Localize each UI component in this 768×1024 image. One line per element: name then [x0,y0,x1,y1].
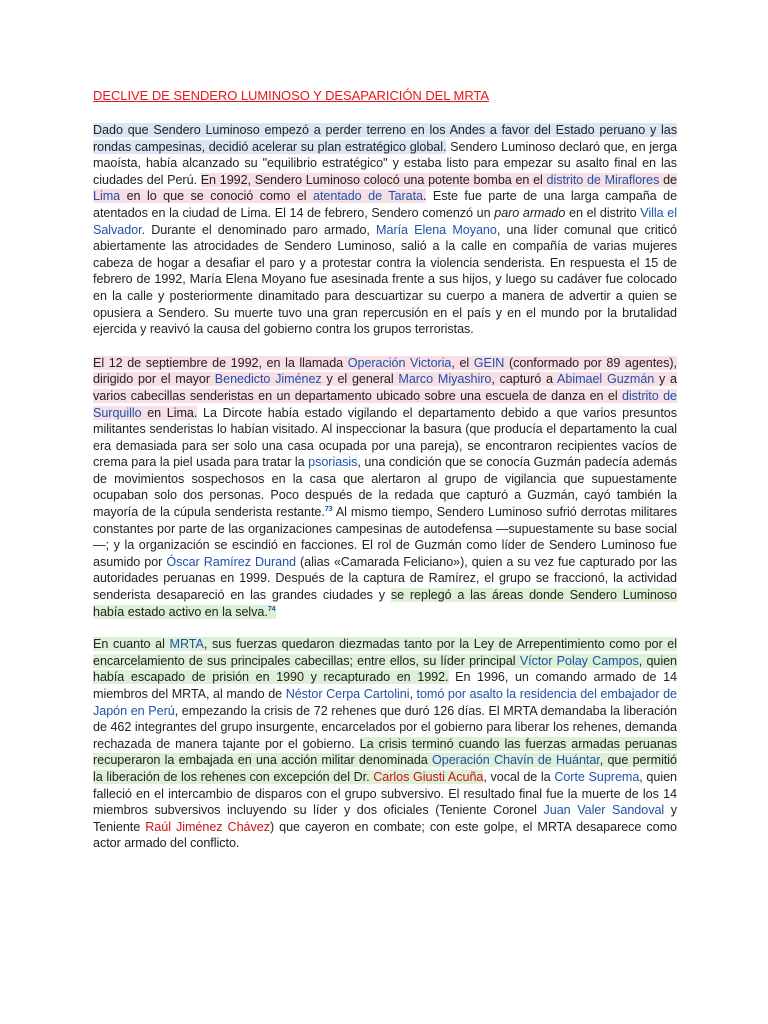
text-run: y Teniente [93,803,677,834]
text-run: y a varios cabecillas senderistas en un departamento ubicado sobre una escuela de danza en el [93,372,677,403]
text-run: Este fue parte de una larga campaña de atentados en la ciudad de Lima. El 14 de febrero, Sendero comenzó un [93,189,678,220]
text-run: , que permitió la liberación de los rehenes con excepción del Dr. [93,753,677,784]
wiki-link[interactable]: tomó por asalto la residencia del embajador de Japón en Perú [93,687,677,718]
highlight-pink [659,173,677,187]
highlight-pink [491,372,557,386]
wiki-link[interactable]: MRTA [169,637,204,652]
highlight-pink [93,189,120,203]
footnote-ref[interactable]: 74 [267,605,276,613]
text-run: , quien falleció en el intercambio de disparos con el grupo subversivo. El resultado final fue la muerte de los 14 miembros subversivos incluyendo su líder y dos oficiales (Teniente Coronel [93,769,677,818]
wiki-link[interactable]: Benedicto Jiménez [214,372,322,387]
text-run: , el [451,355,474,370]
paragraph-guzman-capture [93,355,677,621]
highlight-pink [142,406,198,420]
highlight-green [170,637,204,651]
wiki-link[interactable]: Operación Chavín de Huántar [432,753,600,768]
text-run: Dado que Sendero Luminoso empezó a perder terreno en los Andes a favor del Estado peruano y las rondas campesinas, decidió acelerar su plan estratégico global. [93,123,677,154]
wiki-link[interactable]: atentado de Tarata [313,189,423,204]
highlight-green [373,770,483,784]
highlight-pink [557,372,654,386]
wiki-link[interactable]: Marco Miyashiro [398,372,492,387]
text-run: , sus fuerzas quedaron diezmadas tanto por la Ley de Arrepentimiento como por el encarcelamiento de sus principales cabecillas; entre ellos, su líder principal [93,637,677,668]
wiki-link[interactable]: Lima [93,189,121,204]
text-run: En 1996, un comando armado de 14 miembros del MRTA, al mando de [93,670,677,701]
wiki-link[interactable]: Corte Suprema [554,769,640,784]
missing-link[interactable]: Carlos Giusti Acuña [373,769,484,784]
highlight-pink [398,372,491,386]
text-run: (conformado por 89 agentes), dirigido por el mayor [93,355,677,387]
highlight-pink [201,173,547,187]
text-run: , vocal de la [483,769,555,784]
wiki-link[interactable]: GEIN [473,355,505,370]
highlight-green [268,605,276,619]
highlight-pink [322,372,399,386]
text-run: , una líder comunal que criticó abiertamente las atrocidades de Sendero Luminoso, salió a la calle en compañía de varias mujeres cabeza de hogar a desafiar el paro y a protestar contra la violencia senderista. En respuesta el 15 de febrero de 1992, María Elena Moyano fue asesinada frente a sus hijos, y luego su cadáver fue colocado en la calle y posteriormente dinamitado para descuartizar su cuerpo a manera de advertir a quien se opusiera a Sendero. Su muerte tuvo una gran repercusión en el país y en el mundo por la brutalidad ejercida y reavivó la causa del gobierno contra los grupos terroristas. [93,222,677,337]
text-run: en Lima. [141,405,198,420]
section-title: DECLIVE DE SENDERO LUMINOSO Y DESAPARICIÓN DEL MRTA [93,88,489,103]
wiki-link[interactable]: Óscar Ramírez Durand [166,554,296,569]
missing-link[interactable]: Raúl Jiménez Chávez [145,819,270,834]
text-run: , [409,687,417,701]
highlight-pink [348,356,452,370]
text-run: , capturó a [491,372,558,387]
highlight-green [93,637,170,651]
text-run: ) que cayeron en combate; con este golpe, el MRTA desaparece como actor armado del conflicto. [93,819,678,851]
text-run: Sendero Luminoso declaró que, en jerga maoísta, había alcanzado su "equilibrio estratégico" y estaba listo para empezar su asalto final en las ciudades del Perú. [93,139,677,187]
text-run: En cuanto al [93,637,170,652]
wiki-link[interactable]: Juan Valer Sandoval [543,803,665,818]
highlight-pink [547,173,660,187]
wiki-link[interactable]: Abimael Guzmán [557,372,655,387]
wiki-link[interactable]: María Elena Moyano [376,222,497,237]
paragraph-sendero-offensive [93,122,677,338]
text-run: , una condición que se conocía Guzmán padecía además de movimientos sospechosos en la casa que alertaron al grupo de vigilancia que supuestamente ocupaban solo dos personas. Poco después de la redada que capturó a Guzmán, cayó también la mayoría de la cúpula senderista restante. [93,455,677,520]
highlight-green [520,654,639,668]
wiki-link[interactable]: Víctor Polay Campos [519,653,639,668]
text-run: La crisis terminó cuando las fuerzas armadas peruanas recuperaron la embajada en una acción militar denominada [93,736,677,768]
text-run: (alias «Camarada Feliciano»), quien a su vez fue capturado por las autoridades peruanas en 1999. Después de la captura de Ramírez, el grupo se fraccionó, la actividad senderista desapareció en las grandes ciudades y [93,554,677,603]
highlight-pink [120,189,313,203]
text-run: de [659,172,678,187]
text-run: . Durante el denominado paro armado, [141,222,377,237]
text-run: , quien había escapado de prisión en 1990 y recapturado en 1992. [93,653,678,685]
text-run: , empezando la crisis de 72 rehenes que duró 126 días. El MRTA demandaba la liberación de 462 integrantes del grupo insurgente, encarcelados por el gobierno para liberar los rehenes, demanda rechazada de manera tajante por el gobierno. [93,703,677,751]
paragraph-mrta-decline [93,636,677,852]
wiki-link[interactable]: Néstor Cerpa Cartolini [285,687,410,701]
text-run: y el general [321,372,399,387]
highlight-pink [474,356,505,370]
document-page [93,88,677,869]
footnote-ref[interactable]: 73 [324,505,333,513]
highlight-pink [313,189,423,203]
wiki-link[interactable]: distrito de Surquillo [93,388,677,420]
wiki-link[interactable]: Villa el Salvador [93,205,677,237]
highlight-pink [93,356,348,370]
highlight-green [432,753,600,767]
highlight-pink [215,372,322,386]
text-run: se replegó a las áreas donde Sendero Luminoso había estado activo en la selva. [93,588,677,619]
wiki-link[interactable]: Operación Victoria [347,355,452,370]
text-run: La Dircote había estado vigilando el departamento debido a que varios presuntos militantes senderistas lo habían visitado. Al inspeccionar la basura (que producía el departamento la cual era demasiada para ser solo una casa ocupada por una pareja), se encontraron recipientes vacíos de crema para la piel usada para tratar la [93,405,677,470]
text-run: en el distrito [565,205,641,220]
highlight-pink [451,356,473,370]
text-run: en lo que se conoció como el [120,189,314,204]
italic-text: paro armado [494,205,566,220]
wiki-link[interactable]: distrito de Miraflores [546,172,660,187]
text-run: Al mismo tiempo, Sendero Luminoso sufrió derrotas militares constantes por parte de las organizaciones campesinas de autodefensa —supuestamente su base social—; y la organización se escindió en facciones. El rol de Guzmán como líder de Sendero Luminoso fue asumido por [93,505,677,569]
text-run: El 12 de septiembre de 1992, en la llamada [93,355,348,370]
wiki-link[interactable]: psoriasis [308,455,358,470]
text-run: En 1992, Sendero Luminoso colocó una potente bomba en el [200,172,547,187]
text-run: . [423,189,427,204]
